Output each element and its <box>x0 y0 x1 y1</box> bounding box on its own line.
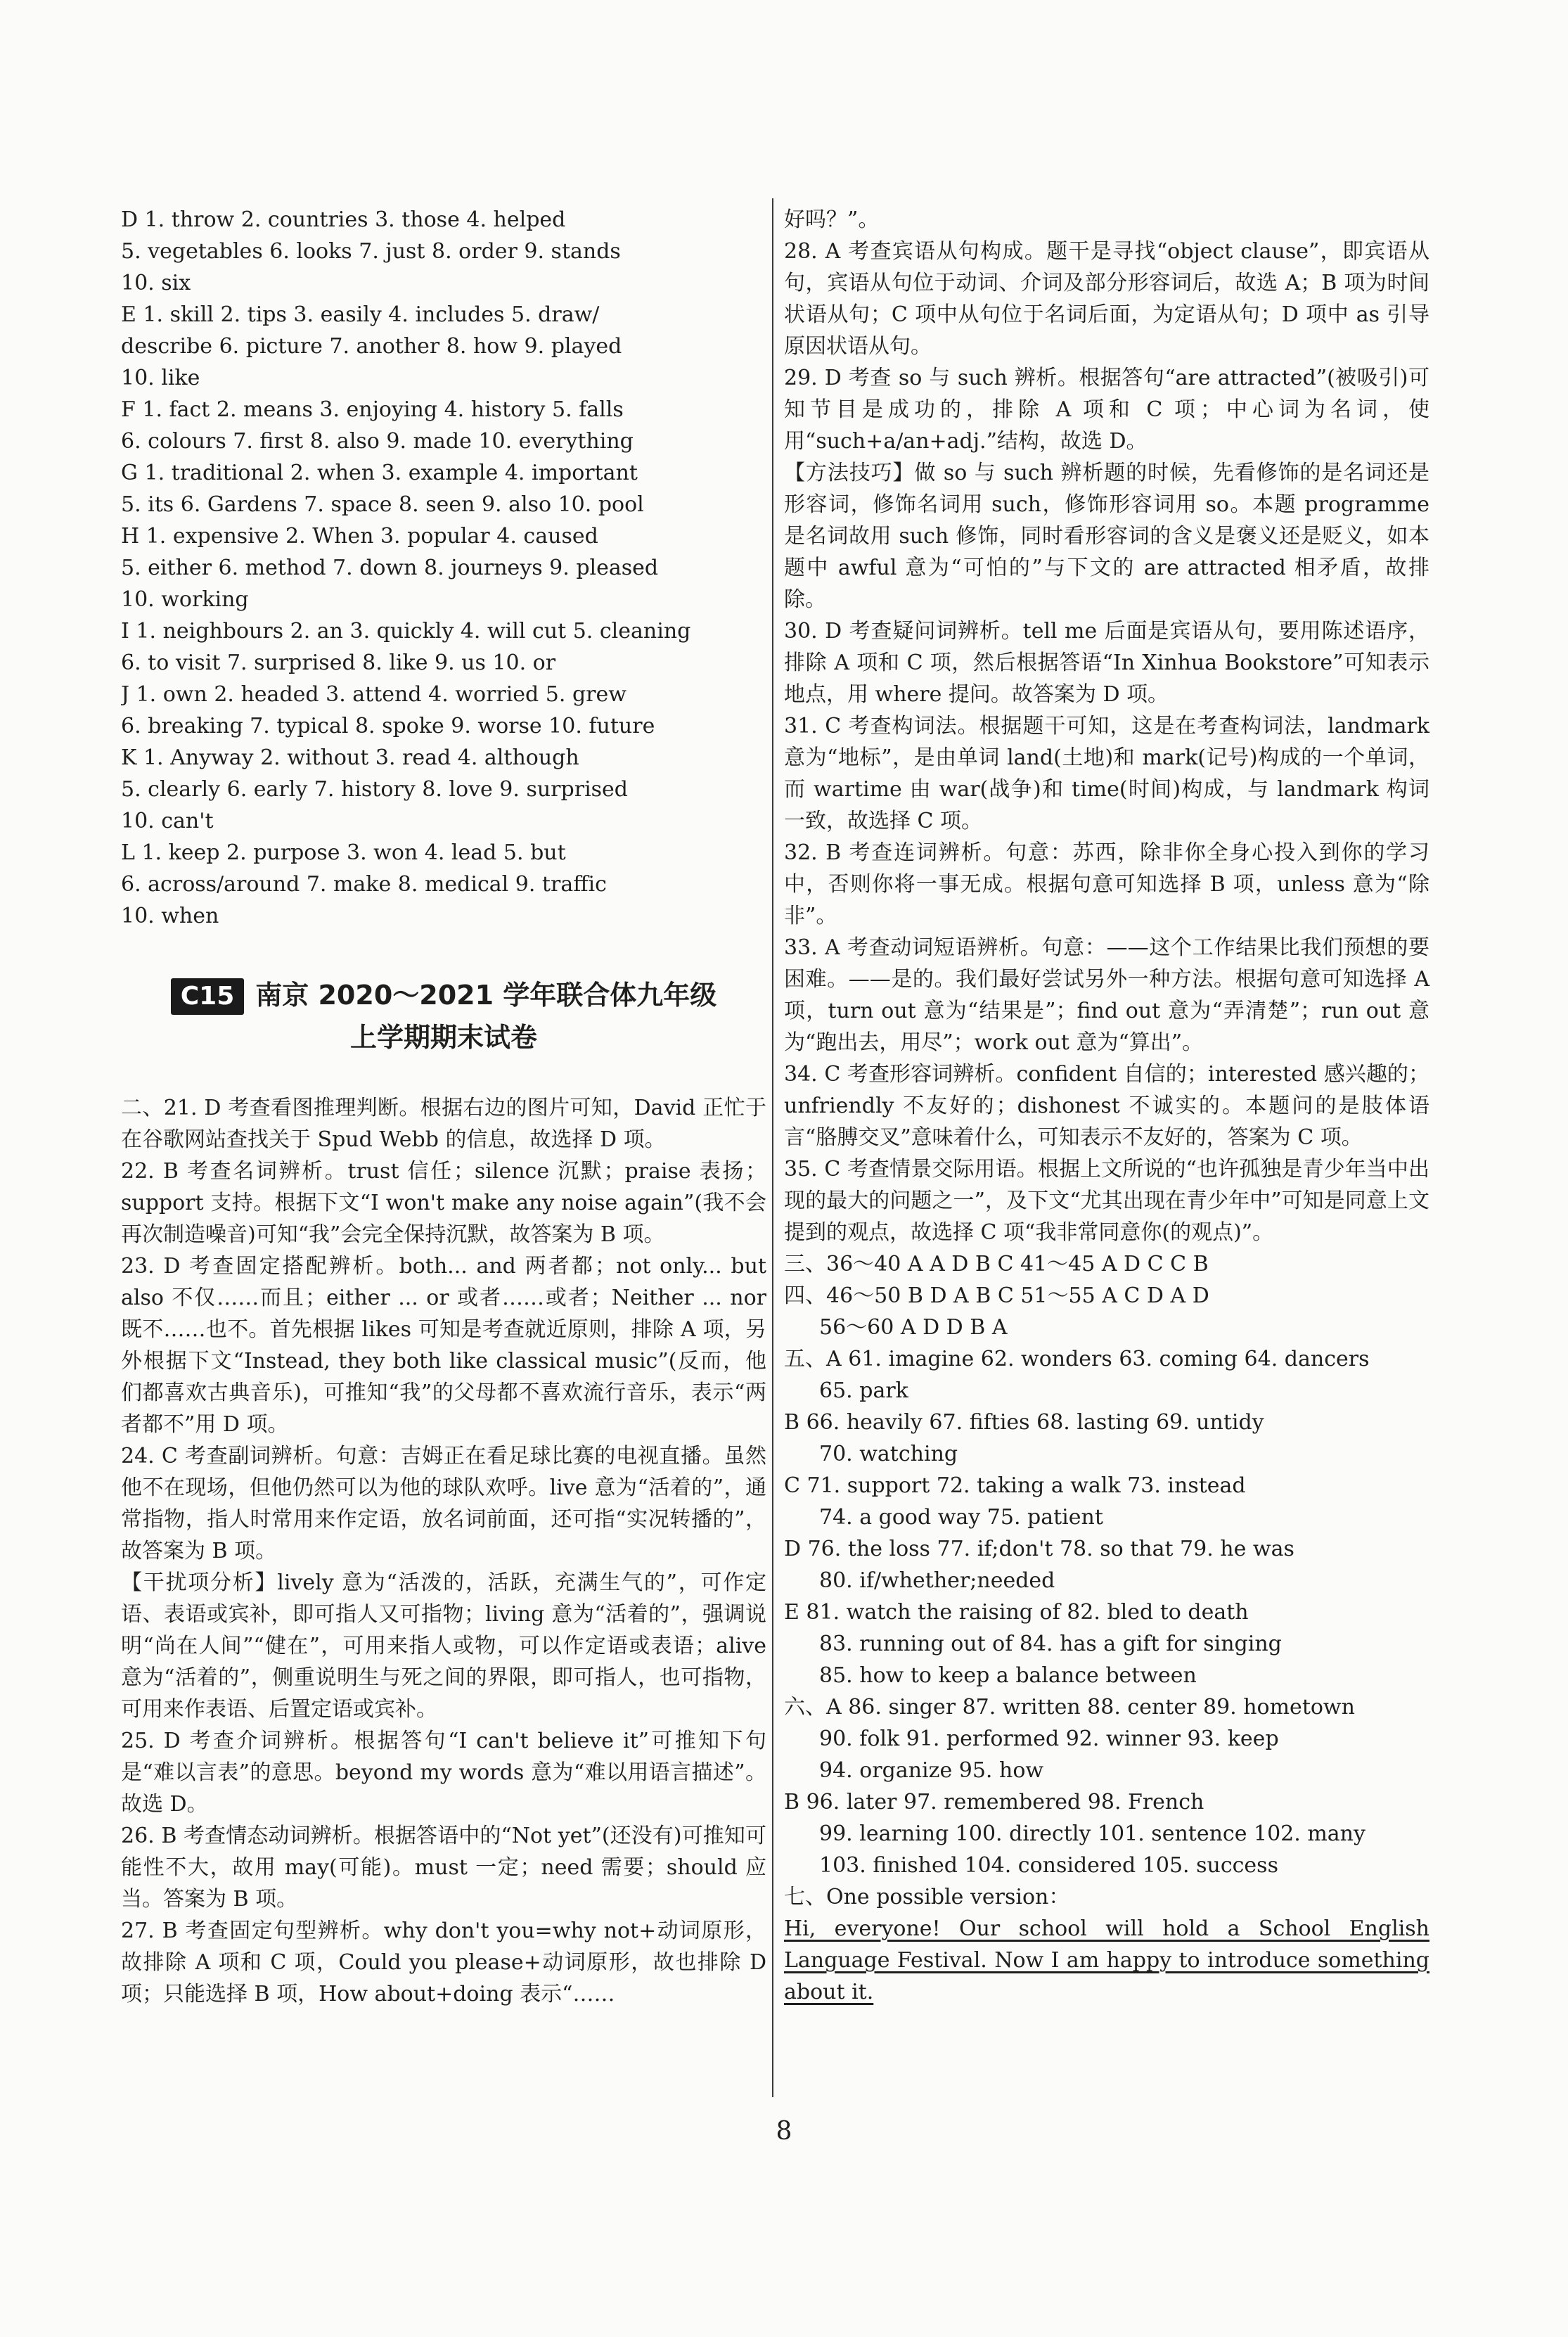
essay-sample: Hi, everyone! Our school will hold a School English Language Festival. Now I am happy to introduce something about it. <box>784 1916 1429 2004</box>
answer-line: G 1. traditional 2. when 3. example 4. important <box>121 461 638 485</box>
answer-paragraph: 22. B 考查名词辨析。trust 信任；silence 沉默；praise 表扬；support 支持。根据下文“I won't make any noise again”(我不会再次制造噪音)可知“我”会完全保持沉默，故答案为 B 项。 <box>121 1159 766 1247</box>
answer-paragraph: 32. B 考查连词辨析。句意：苏西，除非你全身心投入到你的学习中，否则你将一事无成。根据句意可知选择 B 项，unless 意为“除非”。 <box>784 840 1429 928</box>
answer-line: J 1. own 2. headed 3. attend 4. worried 5. grew <box>121 682 626 707</box>
section-title <box>121 974 766 1058</box>
answer-line: 65. park <box>819 1378 908 1403</box>
answer-line: 10. when <box>121 904 219 928</box>
answer-line: 80. if/whether;needed <box>819 1568 1055 1593</box>
answer-key-lines-bottom <box>784 1248 1429 1913</box>
column-divider <box>772 198 773 2097</box>
answer-key-lines-top <box>121 204 766 932</box>
answer-line: 6. to visit 7. surprised 8. like 9. us 10. or <box>121 651 556 675</box>
answer-paragraph: 29. D 考查 so 与 such 辨析。根据答句“are attracted”(被吸引)可知节目是成功的，排除 A 项和 C 项；中心词为名词，使用“such+a/an+adj.”结构，故选 D。 <box>784 366 1429 454</box>
answer-paragraph: 【干扰项分析】lively 意为“活泼的，活跃，充满生气的”，可作定语、表语或宾补，即可指人又可指物；living 意为“活着的”，强调说明“尚在人间”“健在”，可用来指人或物，可以作定语或表语；alive 意为“活着的”，侧重说明生与死之间的界限，即可指人，也可指物，可用来作表语、后置定语或宾补。 <box>121 1570 766 1722</box>
answer-line: 94. organize 95. how <box>819 1758 1044 1783</box>
answer-explanations-right <box>784 204 1429 1248</box>
answer-line: C 71. support 72. taking a walk 73. instead <box>784 1473 1246 1498</box>
answer-paragraph: 33. A 考查动词短语辨析。句意：——这个工作结果比我们预想的要困难。——是的。我们最好尝试另外一种方法。根据句意可知选择 A 项，turn out 意为“结果是”；find out 意为“弄清楚”；run out 意为“跑出去，用尽”；work out 意为“算出”。 <box>784 935 1429 1055</box>
answer-line: 10. six <box>121 271 191 295</box>
answer-line: 10. working <box>121 587 249 612</box>
answer-paragraph: 二、21. D 考查看图推理判断。根据右边的图片可知，David 正忙于在谷歌网站查找关于 Spud Webb 的信息，故选择 D 项。 <box>121 1096 766 1152</box>
answer-line: B 96. later 97. remembered 98. French <box>784 1790 1204 1814</box>
answer-line: describe 6. picture 7. another 8. how 9. played <box>121 334 622 359</box>
answer-line: 6. breaking 7. typical 8. spoke 9. worse 10. future <box>121 714 655 738</box>
answer-paragraph: 24. C 考查副词辨析。句意：吉姆正在看足球比赛的电视直播。虽然他不在现场，但他仍然可以为他的球队欢呼。live 意为“活着的”，通常指物，指人时常用来作定语，放名词前面，还可指“实况转播的”，故答案为 B 项。 <box>121 1444 766 1563</box>
answer-line: E 81. watch the raising of 82. bled to death <box>784 1600 1249 1625</box>
answer-line: 85. how to keep a balance between <box>819 1663 1197 1688</box>
page-number: 8 <box>776 2117 792 2146</box>
right-column <box>784 204 1429 2008</box>
answer-line: 六、A 86. singer 87. written 88. center 89. hometown <box>784 1695 1355 1720</box>
answer-paragraph: 28. A 考查宾语从句构成。题干是寻找“object clause”，即宾语从句，宾语从句位于动词、介词及部分形容词后，故选 A；B 项为时间状语从句；C 项中从句位于名词后面，为定语从句；D 项中 as 引导原因状语从句。 <box>784 239 1429 359</box>
answer-paragraph: 30. D 考查疑问词辨析。tell me 后面是宾语从句，要用陈述语序，排除 A 项和 C 项，然后根据答语“In Xinhua Bookstore”可知表示地点，用 where 提问。故答案为 D 项。 <box>784 619 1429 707</box>
answer-explanations-left <box>121 1092 766 2010</box>
answer-line: D 76. the loss 77. if;don't 78. so that 79. he was <box>784 1537 1294 1561</box>
answer-line: 6. across/around 7. make 8. medical 9. traffic <box>121 872 607 897</box>
answer-line: 90. folk 91. performed 92. winner 93. keep <box>819 1727 1279 1751</box>
answer-paragraph: 31. C 考查构词法。根据题干可知，这是在考查构词法，landmark 意为“地标”，是由单词 land(土地)和 mark(记号)构成的一个单词，而 wartime 由 war(战争)和 time(时间)构成，与 landmark 构词一致，故选择 C 项。 <box>784 714 1429 833</box>
answer-line: B 66. heavily 67. fifties 68. lasting 69. untidy <box>784 1410 1264 1435</box>
answer-line: K 1. Anyway 2. without 3. read 4. although <box>121 745 579 770</box>
answer-paragraph: 27. B 考查固定句型辨析。why don't you=why not+动词原形，故排除 A 项和 C 项，Could you please+动词原形，故也排除 D 项；只能选择 B 项，How about+doing 表示“…… <box>121 1919 766 2006</box>
answer-paragraph: 【方法技巧】做 so 与 such 辨析题的时候，先看修饰的是名词还是形容词，修饰名词用 such，修饰形容词用 so。本题 programme 是名词故用 such 修饰，同时看形容词的含义是褒义还是贬义，如本题中 awful 意为“可怕的”与下文的 are attracted 相矛盾，故排除。 <box>784 461 1429 612</box>
answer-line: 七、One possible version： <box>784 1885 1070 1909</box>
answer-paragraph: 好吗？”。 <box>784 207 880 232</box>
answer-line: 99. learning 100. directly 101. sentence 102. many <box>819 1821 1365 1846</box>
answer-line: L 1. keep 2. purpose 3. won 4. lead 5. but <box>121 840 566 865</box>
answer-line: 5. its 6. Gardens 7. space 8. seen 9. also 10. pool <box>121 492 644 517</box>
answer-line: F 1. fact 2. means 3. enjoying 4. history 5. falls <box>121 397 624 422</box>
answer-line: 6. colours 7. first 8. also 9. made 10. everything <box>121 429 634 454</box>
answer-line: 四、46～50 B D A B C 51～55 A C D A D <box>784 1283 1209 1308</box>
answer-line: 10. can't <box>121 809 214 833</box>
answer-paragraph: 34. C 考查形容词辨析。confident 自信的；interested 感兴趣的；unfriendly 不友好的；dishonest 不诚实的。本题问的是肢体语言“胳膊交叉”意味着什么，可知表示不友好的，答案为 C 项。 <box>784 1062 1429 1150</box>
answer-line: 5. vegetables 6. looks 7. just 8. order 9. stands <box>121 239 621 264</box>
answer-line: 70. watching <box>819 1442 958 1466</box>
answer-line: 74. a good way 75. patient <box>819 1505 1103 1530</box>
answer-line: H 1. expensive 2. When 3. popular 4. caused <box>121 524 598 549</box>
answer-paragraph: 25. D 考查介词辨析。根据答句“I can't believe it”可推知下句是“难以言表”的意思。beyond my words 意为“难以用语言描述”。故选 D。 <box>121 1729 766 1817</box>
answer-paragraph: 23. D 考查固定搭配辨析。both... and 两者都；not only... but also 不仅……而且；either ... or 或者……或者；Neither ... nor 既不……也不。首先根据 likes 可知是考查就近原则，排除 A 项，另外根据下文“Instead, they both like classical music”(反而，他们都喜欢古典音乐)，可推知“我”的父母都不喜欢流行音乐，表示“两者都不”用 D 项。 <box>121 1254 766 1437</box>
answer-line: 5. clearly 6. early 7. history 8. love 9. surprised <box>121 777 629 802</box>
answer-line: 103. finished 104. considered 105. success <box>819 1853 1278 1878</box>
answer-paragraph: 35. C 考查情景交际用语。根据上文所说的“也许孤独是青少年当中出现的最大的问题之一”，及下文“尤其出现在青少年中”可知是同意上文提到的观点，故选择 C 项“我非常同意你(的观点)”。 <box>784 1157 1429 1245</box>
section-title-line1: 南京 2020～2021 学年联合体九年级 <box>255 980 717 1011</box>
answer-line: D 1. throw 2. countries 3. those 4. helped <box>121 207 566 232</box>
answer-line: 三、36～40 A A D B C 41～45 A D C C B <box>784 1252 1209 1276</box>
answer-line: 10. like <box>121 366 200 390</box>
answer-line: 五、A 61. imagine 62. wonders 63. coming 64. dancers <box>784 1347 1370 1371</box>
answer-paragraph: 26. B 考查情态动词辨析。根据答语中的“Not yet”(还没有)可推知可能性不大，故用 may(可能)。must 一定；need 需要；should 应当。答案为 B 项。 <box>121 1824 766 1912</box>
answer-line: 83. running out of 84. has a gift for singing <box>819 1632 1282 1656</box>
section-title-line2: 上学期期末试卷 <box>349 1022 537 1053</box>
answer-line: I 1. neighbours 2. an 3. quickly 4. will cut 5. cleaning <box>121 619 691 644</box>
section-badge: C15 <box>171 978 245 1015</box>
answer-line: 5. either 6. method 7. down 8. journeys 9. pleased <box>121 556 659 580</box>
answer-line: E 1. skill 2. tips 3. easily 4. includes 5. draw/ <box>121 302 600 327</box>
left-column <box>121 204 766 2010</box>
answer-line: 56～60 A D D B A <box>819 1315 1008 1340</box>
